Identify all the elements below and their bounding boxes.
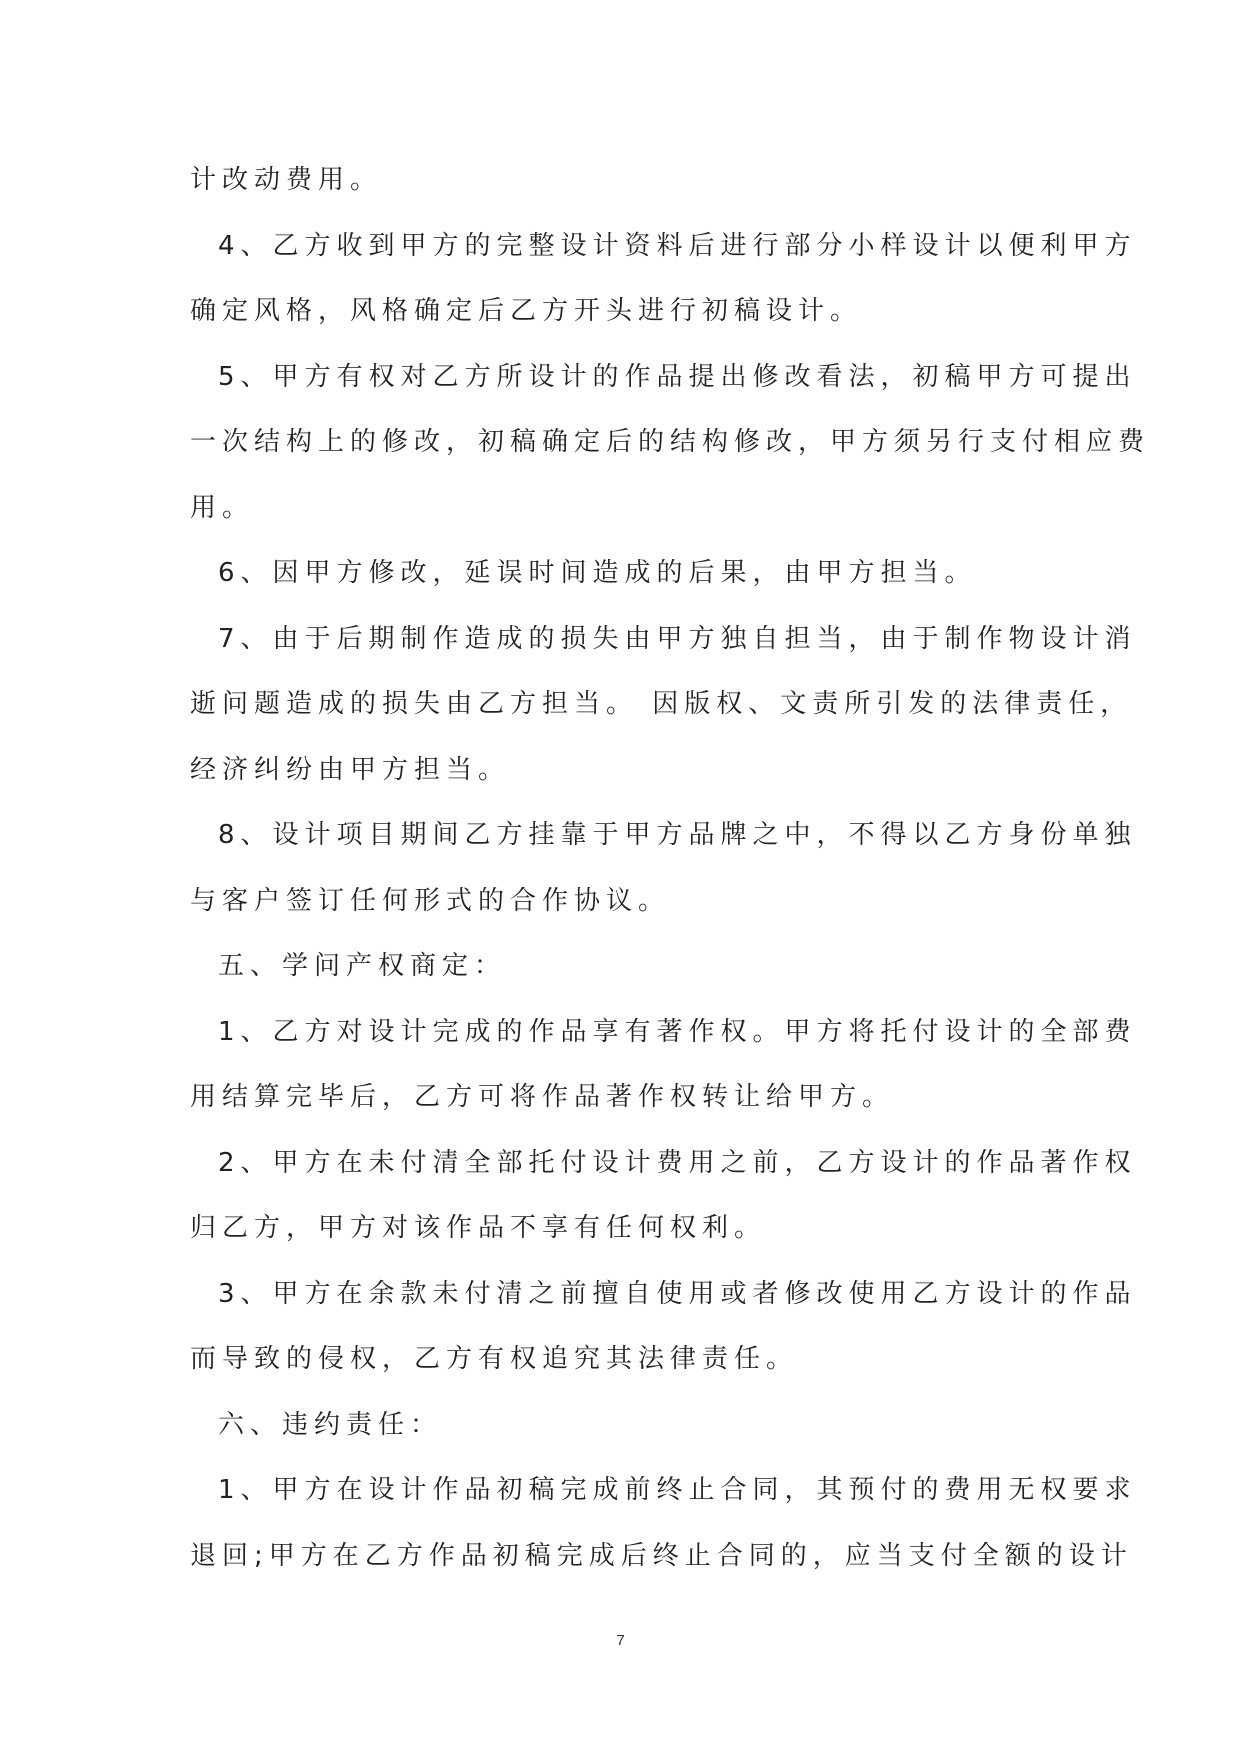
text-line: 5、甲方有权对乙方所设计的作品提出修改看法，初稿甲方可提出 (218, 361, 1137, 392)
text-line: 计改动费用。 (190, 165, 383, 195)
text-line: 而导致的侵权，乙方有权追究其法律责任。 (190, 1344, 799, 1374)
text-line: 用。 (190, 492, 255, 523)
page-number: 7 (616, 1632, 625, 1649)
text-line: 用结算完毕后，乙方可将作品著作权转让给甲方。 (190, 1082, 895, 1112)
text-line: 1、甲方在设计作品初稿完成前终止合同，其预付的费用无权要求 (218, 1475, 1137, 1505)
text-line: 2、甲方在未付清全部托付设计费用之前，乙方设计的作品著作权 (218, 1147, 1137, 1178)
text-line: 经济纠纷由甲方担当。 (190, 754, 511, 785)
section-heading: 五、学问产权商定： (218, 951, 507, 981)
text-line: 确定风格，风格确定后乙方开头进行初稿设计。 (190, 296, 863, 326)
text-line: 3、甲方在余款未付清之前擅自使用或者修改使用乙方设计的作品 (218, 1278, 1137, 1309)
text-line: 一次结构上的修改，初稿确定后的结构修改，甲方须另行支付相应费 (190, 427, 1151, 457)
text-line: 6、因甲方修改，延误时间造成的后果，由甲方担当。 (218, 558, 977, 588)
text-line: 4、乙方收到甲方的完整设计资料后进行部分小样设计以便利甲方 (218, 230, 1137, 261)
document-body (190, 148, 1151, 1589)
text-line: 8、设计项目期间乙方挂靠于甲方品牌之中，不得以乙方身份单独 (218, 820, 1137, 850)
text-line: 与客户签订任何形式的合作协议。 (190, 885, 671, 916)
text-line: 退回;甲方在乙方作品初稿完成后终止合同的，应当支付全额的设计 (190, 1540, 1133, 1571)
text-line: 1、乙方对设计完成的作品享有著作权。甲方将托付设计的全部费 (218, 1016, 1137, 1047)
text-line: 归乙方，甲方对该作品不享有任何权利。 (190, 1213, 767, 1243)
section-heading: 六、违约责任： (218, 1409, 443, 1440)
text-line: 7、由于后期制作造成的损失由甲方独自担当，由于制作物设计消 (218, 623, 1137, 654)
text-line: 逝问题造成的损失由乙方担当。 因版权、文责所引发的法律责任， (190, 689, 1133, 719)
